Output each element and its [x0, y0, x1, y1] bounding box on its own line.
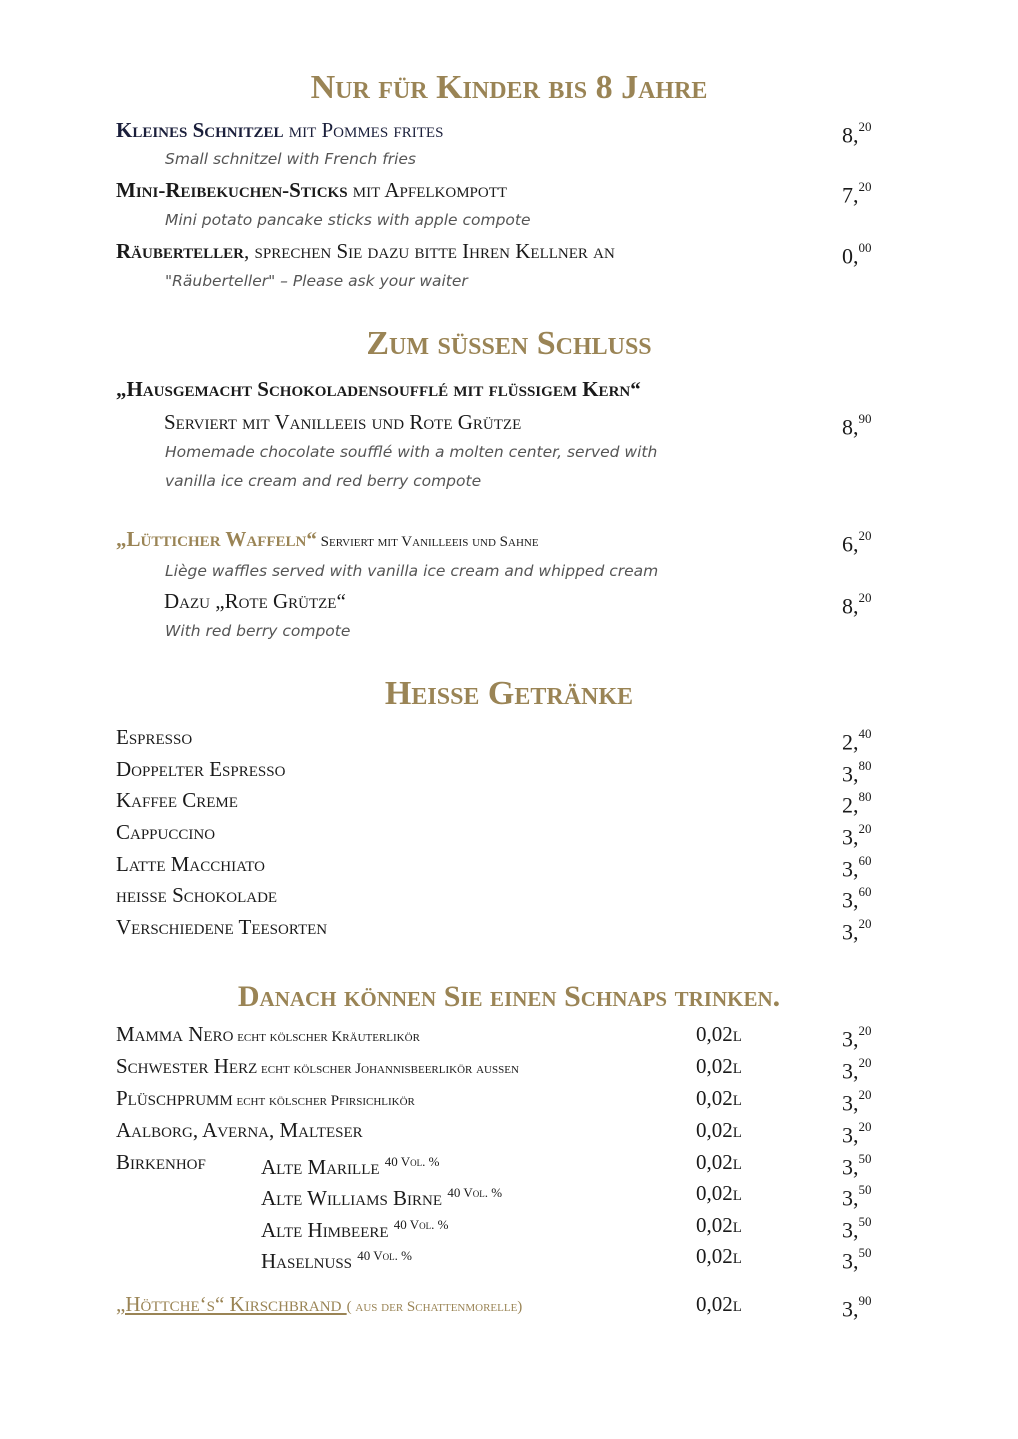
hot-item-doppelter-espresso-price: 3,80 — [842, 758, 872, 787]
schnaps-item-plueschprumm-volume: 0,02l — [696, 1086, 742, 1110]
schnaps-heading: Danach können Sie einen Schnaps trinken. — [237, 980, 781, 1013]
hot-item-espresso: Espresso — [116, 725, 193, 749]
kids-item-1-english: Small schnitzel with French fries — [165, 150, 416, 168]
souffle-price: 8,90 — [842, 411, 872, 440]
dessert-heading: Zum süßen Schluss — [366, 325, 652, 362]
hot-item-heisse-schokolade: heiße Schokolade — [116, 883, 278, 907]
kids-heading: Nur für Kinder bis 8 Jahre — [310, 69, 708, 106]
kirschbrand-line: „Höttche‘s“ Kirschbrand ( aus der Schattenmorelle) — [116, 1292, 523, 1316]
hot-item-latte-macchiato: Latte Macchiato — [116, 852, 265, 876]
souffle-served: Serviert mit Vanilleeis und Rote Grütze — [164, 410, 522, 434]
hot-item-kaffee-creme: Kaffee Creme — [116, 788, 238, 812]
kids-item-3-english: "Räuberteller" – Please ask your waiter — [165, 272, 468, 290]
hot-item-doppelter-espresso: Doppelter Espresso — [116, 757, 286, 781]
souffle-english-1: Homemade chocolate soufflé with a molten center, served with — [165, 443, 658, 461]
kids-item-3-price: 0,00 — [842, 240, 872, 269]
kirschbrand-volume: 0,02l — [696, 1292, 742, 1316]
birkenhof-item-marille: Alte Marille $^{40 Vol. \%}$ — [261, 1154, 440, 1179]
schnaps-item-mamma-nero-price: 3,20 — [842, 1023, 872, 1052]
schnaps-item-mamma-nero: Mamma Nero echt kölscher Kräuterlikör — [116, 1022, 420, 1046]
hot-item-kaffee-creme-price: 2,80 — [842, 789, 872, 818]
schnaps-item-aalborg-price: 3,20 — [842, 1119, 872, 1148]
schnaps-item-mamma-nero-volume: 0,02l — [696, 1022, 742, 1046]
birkenhof-item-haselnuss: Haselnuss $^{40 Vol. \%}$ — [261, 1248, 412, 1273]
schnaps-item-schwester-herz-volume: 0,02l — [696, 1054, 742, 1078]
schnaps-item-schwester-herz: Schwester Herz echt kölscher Johannisbeerlikör aussen — [116, 1054, 519, 1078]
extra-english: With red berry compote — [165, 622, 351, 640]
hot-item-cappuccino: Cappuccino — [116, 820, 216, 844]
kids-item-1: Kleines Schnitzel mit Pommes frites — [116, 118, 444, 142]
hot-item-latte-macchiato-price: 3,60 — [842, 853, 872, 882]
souffle-name: „Hausgemacht Schokoladensoufflé mit flüssigem Kern“ — [116, 377, 641, 401]
schnaps-item-plueschprumm-price: 3,20 — [842, 1087, 872, 1116]
birkenhof-label: Birkenhof — [116, 1150, 206, 1174]
hot-drinks-heading: Heiße Getränke — [384, 675, 634, 712]
waffles-english: Liège waffles served with vanilla ice cream and whipped cream — [165, 562, 659, 580]
extra-price: 8,20 — [842, 590, 872, 619]
birkenhof-item-marille-price: 3,50 — [842, 1151, 872, 1180]
hot-item-heisse-schokolade-price: 3,60 — [842, 884, 872, 913]
kids-item-2-english: Mini potato pancake sticks with apple compote — [165, 211, 531, 229]
kids-item-1-price: 8,20 — [842, 119, 872, 148]
hot-item-espresso-price: 2,40 — [842, 726, 872, 755]
schnaps-item-aalborg: Aalborg, Averna, Malteser — [116, 1118, 363, 1142]
hot-item-cappuccino-price: 3,20 — [842, 821, 872, 850]
birkenhof-item-williams-birne: Alte Williams Birne $^{40 Vol. \%}$ — [261, 1185, 503, 1210]
birkenhof-item-himbeere: Alte Himbeere $^{40 Vol. \%}$ — [261, 1217, 449, 1242]
kids-item-2-price: 7,20 — [842, 179, 872, 208]
waffles-price: 6,20 — [842, 528, 872, 557]
birkenhof-item-himbeere-price: 3,50 — [842, 1214, 872, 1243]
kids-item-2: Mini-Reibekuchen-Sticks mit Apfelkompott — [116, 178, 508, 202]
schnaps-item-schwester-herz-price: 3,20 — [842, 1055, 872, 1084]
birkenhof-item-williams-birne-price: 3,50 — [842, 1182, 872, 1211]
birkenhof-item-himbeere-volume: 0,02l — [696, 1213, 742, 1237]
birkenhof-item-haselnuss-price: 3,50 — [842, 1245, 872, 1274]
kids-item-3: Räuberteller, sprechen Sie dazu bitte Ihren Kellner an — [116, 239, 615, 263]
waffles-line: „Lütticher Waffeln“ Serviert mit Vanilleeis und Sahne — [116, 527, 539, 551]
schnaps-item-aalborg-volume: 0,02l — [696, 1118, 742, 1142]
hot-item-teesorten: Verschiedene Teesorten — [116, 915, 328, 939]
birkenhof-item-haselnuss-volume: 0,02l — [696, 1244, 742, 1268]
kirschbrand-price: 3,90 — [842, 1293, 872, 1322]
extra-name: Dazu „Rote Grütze“ — [164, 589, 346, 613]
birkenhof-item-williams-birne-volume: 0,02l — [696, 1181, 742, 1205]
birkenhof-item-marille-volume: 0,02l — [696, 1150, 742, 1174]
souffle-english-2: vanilla ice cream and red berry compote — [165, 472, 482, 490]
schnaps-item-plueschprumm: Plüschprumm echt kölscher Pfirsichlikör — [116, 1086, 415, 1110]
hot-item-teesorten-price: 3,20 — [842, 916, 872, 945]
